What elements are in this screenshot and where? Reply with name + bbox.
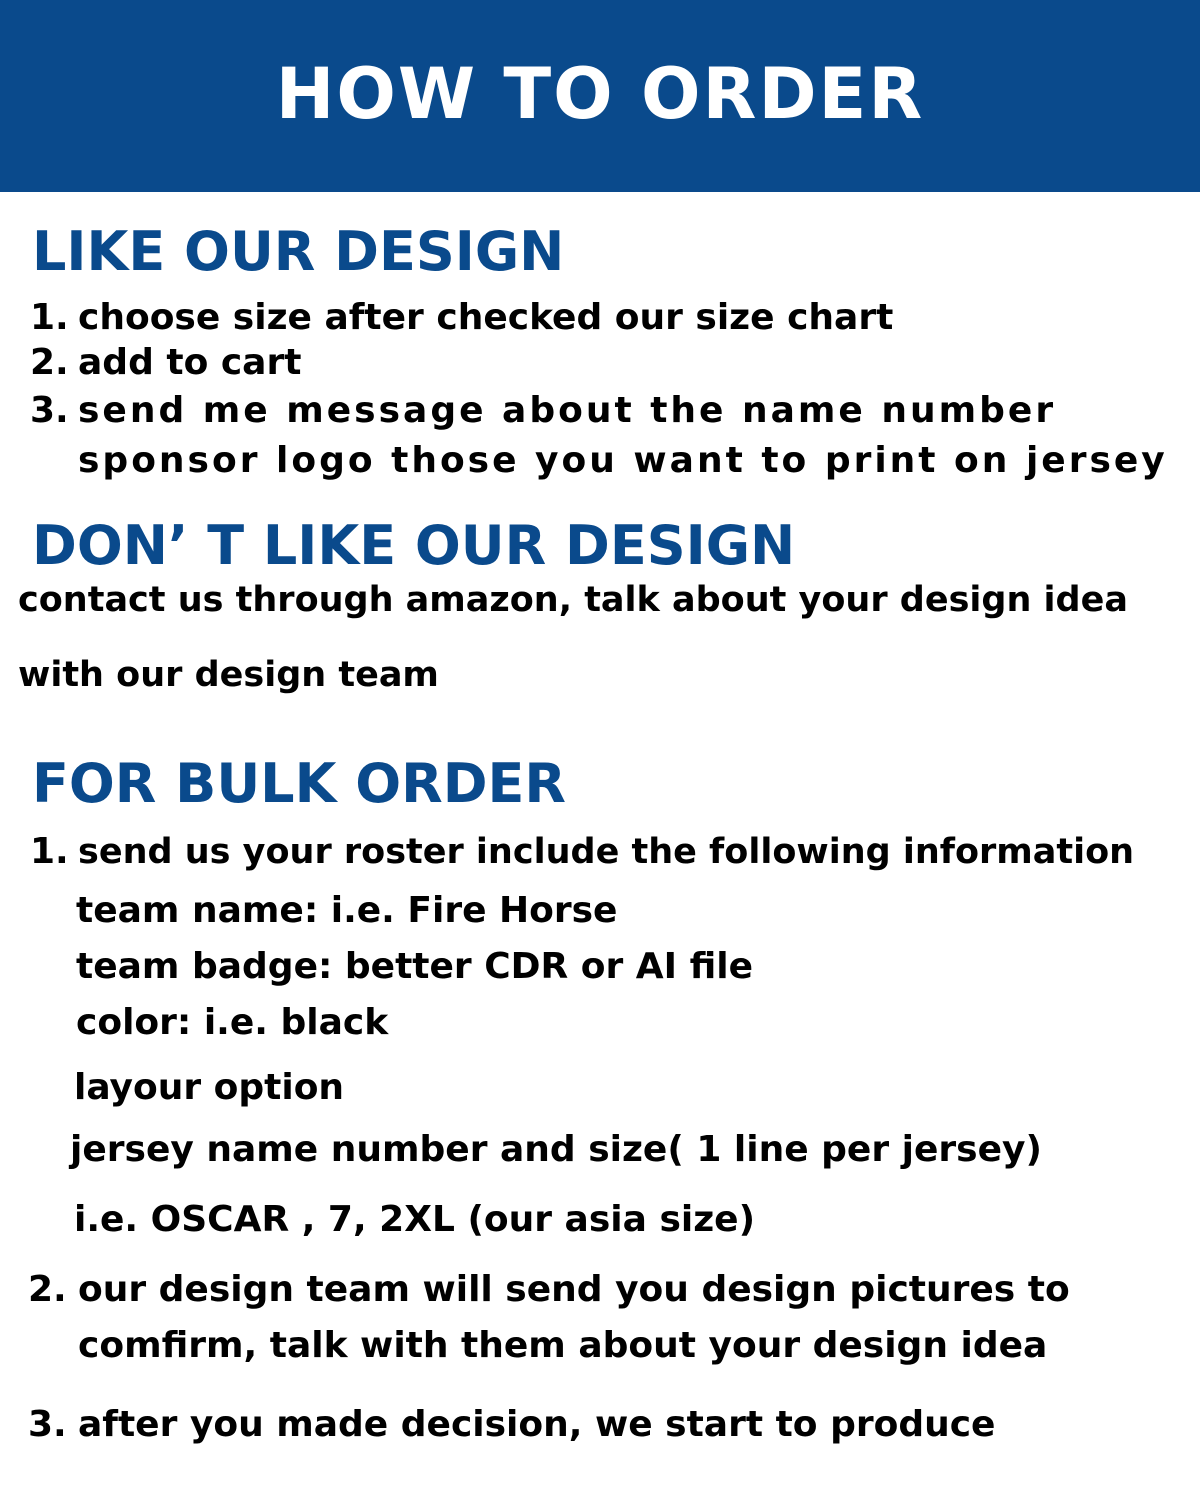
bulk-detail-layout-option: layour option [74,1067,345,1108]
bulk-detail-color: color: i.e. black [76,1002,389,1043]
bulk-step-1-number: 1. [30,831,69,872]
like-step-3-text: send me message about the name number [78,390,1057,431]
bulk-step-3-text: after you made decision, we start to produce [78,1404,996,1445]
bulk-step-3-number: 3. [28,1404,67,1445]
like-step-3-number: 3. [30,390,69,431]
like-step-3-continued: sponsor logo those you want to print on jersey [78,440,1168,481]
bulk-detail-team-badge: team badge: better CDR or AI file [76,946,754,987]
like-step-1-number: 1. [30,297,69,338]
dislike-line-1: contact us through amazon, talk about your design idea [18,580,1128,620]
bulk-detail-example: i.e. OSCAR , 7, 2XL (our asia size) [74,1199,756,1240]
bulk-step-2-text: our design team will send you design pictures to [78,1269,1070,1310]
bulk-detail-team-name: team name: i.e. Fire Horse [76,890,618,931]
like-design-heading: LIKE OUR DESIGN [32,220,565,283]
like-step-2-text: add to cart [78,342,302,383]
like-step-1-text: choose size after checked our size chart [78,297,894,338]
bulk-detail-jersey-info: jersey name number and size( 1 line per jersey) [70,1129,1042,1170]
like-step-2-number: 2. [30,342,69,383]
dislike-design-heading: DON’ T LIKE OUR DESIGN [32,514,796,577]
dislike-line-2: with our design team [18,655,439,695]
page-title: HOW TO ORDER [275,53,925,135]
bulk-step-2-continued: comfirm, talk with them about your design idea [78,1325,1048,1366]
bulk-step-2-number: 2. [28,1269,67,1310]
bulk-step-1-text: send us your roster include the following information [78,832,1135,872]
bulk-order-heading: FOR BULK ORDER [32,752,567,815]
